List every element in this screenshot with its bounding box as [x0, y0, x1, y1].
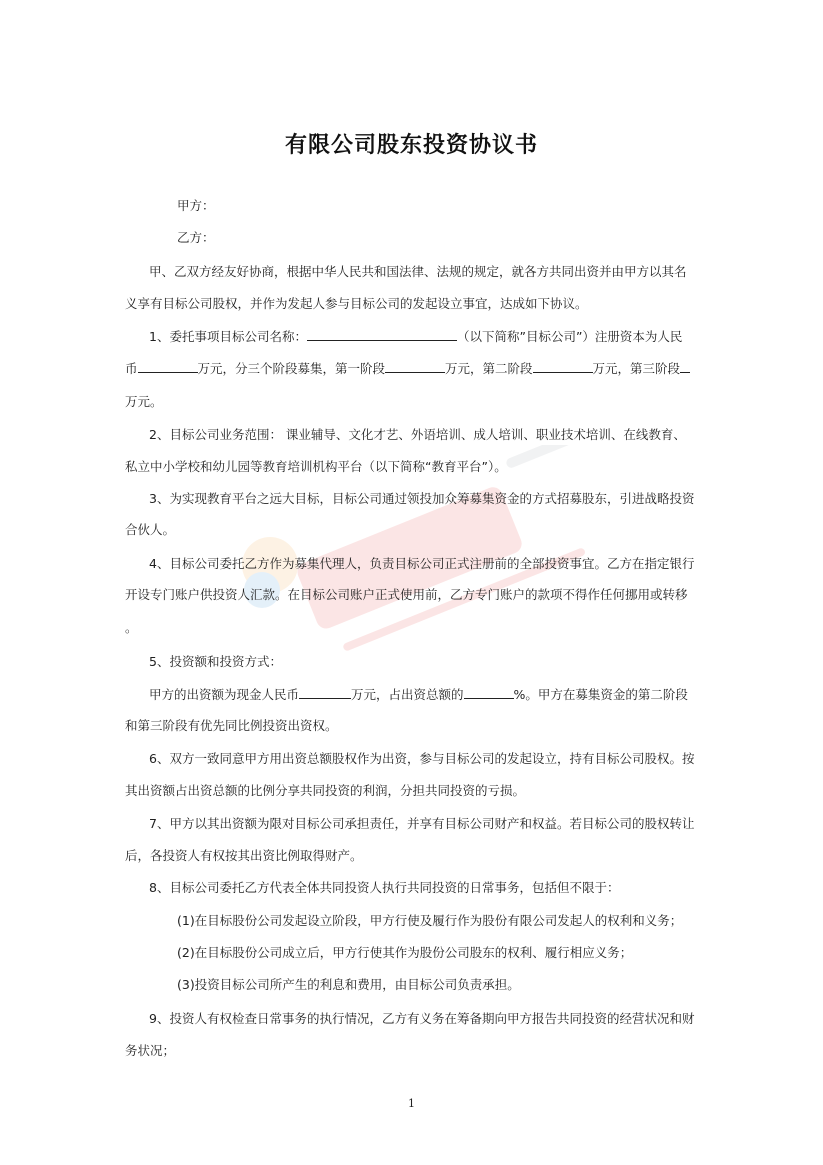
clause-1-text-d: 万元，分三个阶段募集，第一阶段 — [197, 361, 386, 376]
page-number: 1 — [408, 1097, 415, 1110]
clause-1-text-f: 万元，第三阶段 — [592, 361, 681, 376]
clause-8-sub-1: (1)在目标股份公司发起设立阶段，甲方行使及履行作为股份有限公司发起人的权利和义务； — [177, 913, 683, 928]
stage-3-blank — [680, 360, 690, 373]
clause-1-line-1 — [149, 328, 729, 345]
clause-9-line-2: 务状况； — [125, 1043, 176, 1058]
clause-7-line-1: 7、甲方以其出资额为限对目标公司承担责任，并享有目标公司财产和权益。若目标公司的股权转让 — [149, 816, 695, 831]
stage-2-blank — [533, 360, 593, 373]
party-b-label: 乙方： — [177, 230, 215, 245]
clause-1-line-3: 万元。 — [125, 394, 163, 409]
clause-3-line-2: 合伙人。 — [125, 522, 176, 537]
stage-1-blank — [385, 360, 445, 373]
clause-9-line-1: 9、投资人有权检查日常事务的执行情况，乙方有义务在筹备期向甲方报告共同投资的经营状况和财 — [149, 1011, 695, 1026]
clause-1-line-2 — [125, 360, 705, 377]
document-title: 有限公司股东投资协议书 — [284, 132, 538, 158]
clause-6-line-1: 6、双方一致同意甲方用出资总额股权作为出资，参与目标公司的发起设立，持有目标公司股权。按 — [149, 751, 695, 766]
clause-1-text-a: 1、委托事项目标公司名称： — [149, 329, 307, 344]
clause-2-line-1: 2、目标公司业务范围： 课业辅导、文化才艺、外语培训、成人培训、职业技术培训、在线教育、 — [149, 427, 686, 442]
clause-7-line-2: 后，各投资人有权按其出资比例取得财产。 — [125, 848, 363, 863]
percent-blank — [464, 686, 514, 699]
clause-3-line-1: 3、为实现教育平台之远大目标，目标公司通过领投加众筹募集资金的方式招募股东，引进战略投资 — [149, 491, 695, 506]
clause-1-text-e: 万元，第二阶段 — [445, 361, 533, 376]
amount-blank — [299, 686, 351, 699]
clause-5-line-1 — [149, 686, 729, 703]
clause-5-line-2: 和第三阶段有优先同比例投资出资权。 — [125, 718, 338, 733]
clause-8-sub-2: (2)在目标股份公司成立后，甲方行使其作为股份公司股东的权利、履行相应义务； — [177, 945, 633, 960]
clause-8-heading: 8、目标公司委托乙方代表全体共同投资人执行共同投资的日常事务，包括但不限于： — [149, 880, 620, 895]
clause-6-line-2: 其出资额占出资总额的比例分享共同投资的利润，分担共同投资的亏损。 — [125, 783, 526, 798]
intro-line-2: 义享有目标公司股权，并作为发起人参与目标公司的发起设立事宜，达成如下协议。 — [125, 296, 588, 311]
company-name-blank — [307, 328, 457, 341]
clause-5-text-c: %。甲方在募集资金的第二阶段 — [513, 687, 688, 702]
clause-5-text-b: 万元，占出资总额的 — [351, 687, 464, 702]
clause-4-line-1: 4、目标公司委托乙方作为募集代理人，负责目标公司正式注册前的全部投资事宜。乙方在指定银行 — [149, 556, 695, 571]
intro-line-1: 甲、乙双方经友好协商，根据中华人民共和国法律、法规的规定，就各方共同出资并由甲方以其名 — [149, 264, 687, 279]
capital-blank — [138, 360, 198, 373]
party-a-label: 甲方： — [177, 198, 215, 213]
clause-8-sub-3: (3)投资目标公司所产生的利息和费用，由目标公司负责承担。 — [177, 977, 520, 992]
clause-2-line-2: 私立中小学校和幼儿园等教育培训机构平台（以下简称“教育平台”）。 — [125, 459, 507, 474]
clause-5-text-a: 甲方的出资额为现金人民币 — [149, 687, 300, 702]
clause-4-line-3: 。 — [125, 620, 138, 635]
clause-4-line-2: 开设专门账户供投资人汇款。在目标公司账户正式使用前，乙方专门账户的款项不得作任何挪用或转移 — [125, 587, 688, 602]
clause-1-text-b: （以下简称”目标公司”）注册资本为人民 — [456, 329, 683, 344]
clause-5-heading: 5、投资额和投资方式： — [149, 654, 282, 669]
clause-1-text-c: 币 — [125, 361, 138, 376]
